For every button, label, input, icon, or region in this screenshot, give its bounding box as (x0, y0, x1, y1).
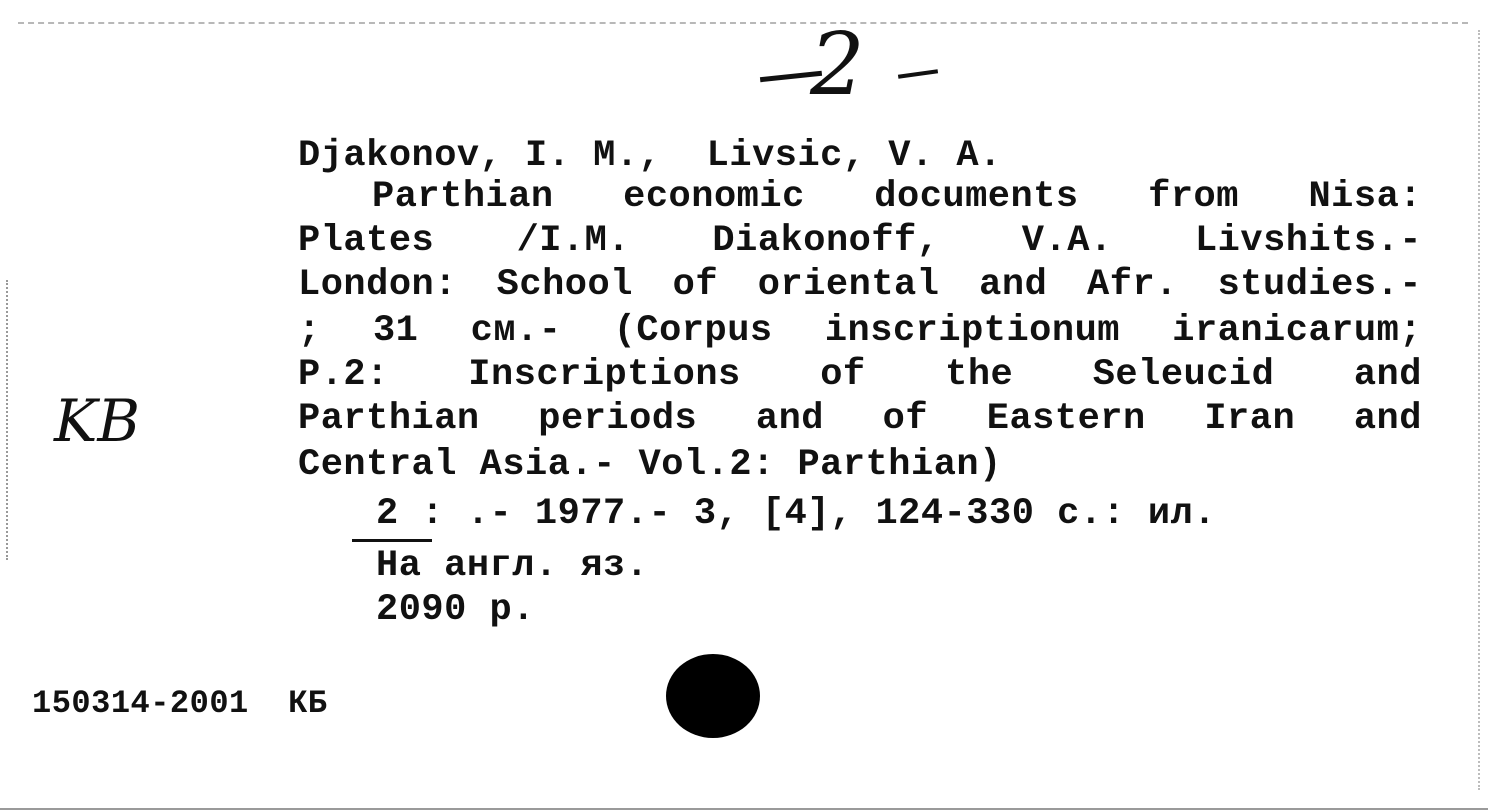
title-word: and (1353, 354, 1422, 396)
title-word: /I.M. (516, 220, 631, 262)
title-word: inscriptionum (824, 310, 1120, 352)
page-number-dash-right (898, 69, 938, 79)
title-line-2 (298, 220, 1422, 262)
title-word: School (496, 264, 633, 306)
title-line-5 (298, 354, 1422, 396)
title-word: см.- (470, 310, 562, 352)
volume-underline (352, 539, 432, 542)
title-word: studies.- (1217, 264, 1422, 306)
title-word: the (945, 354, 1014, 396)
title-word: and (979, 264, 1048, 306)
title-line-4 (298, 310, 1422, 352)
title-line-1 (372, 176, 1422, 218)
title-line-6 (298, 398, 1422, 440)
volume-imprint-line: 2 : .- 1977.- 3, [4], 124-330 с.: ил. (376, 493, 1217, 535)
title-word: Plates (298, 220, 435, 262)
title-word: and (755, 398, 825, 440)
title-word: Parthian (372, 176, 554, 218)
title-word: of (672, 264, 719, 306)
title-word: London: (298, 264, 457, 306)
card-left-edge (6, 280, 8, 560)
title-word: Nisa: (1308, 176, 1422, 218)
title-word: Livshits.- (1194, 220, 1422, 262)
title-word: Eastern (986, 398, 1146, 440)
title-word: Iran (1204, 398, 1296, 440)
handwritten-collection-mark: KB (54, 387, 140, 455)
title-word: economic (623, 176, 805, 218)
title-word: periods (538, 398, 698, 440)
title-word: V.A. (1021, 220, 1113, 262)
punch-hole (666, 654, 760, 738)
title-word: and (1353, 398, 1422, 440)
card-bottom-edge (0, 808, 1488, 810)
title-word: oriental (757, 264, 940, 306)
language-note: На англ. яз. (376, 545, 649, 587)
title-word: ; (298, 310, 321, 352)
card-top-edge (18, 22, 1468, 24)
title-line-7: Central Asia.- Vol.2: Parthian) (298, 444, 1002, 486)
card-right-edge (1478, 30, 1480, 790)
title-word: 31 (372, 310, 419, 352)
inventory-number: 150314-2001 КБ (32, 685, 328, 722)
handwritten-page-number: 2 (810, 15, 865, 115)
title-word: iranicarum; (1172, 310, 1422, 352)
title-word: from (1148, 176, 1239, 218)
title-word: Parthian (298, 398, 480, 440)
title-word: of (820, 354, 866, 396)
title-word: documents (874, 176, 1079, 218)
title-word: P.2: (298, 354, 389, 396)
title-word: Diakonoff, (712, 220, 940, 262)
author-heading: Djakonov, I. M., Livsic, V. A. (298, 135, 1002, 177)
title-word: (Corpus (613, 310, 773, 352)
title-word: Inscriptions (468, 354, 741, 396)
price: 2090 р. (376, 589, 535, 631)
title-word: of (882, 398, 929, 440)
title-word: Afr. (1087, 264, 1178, 306)
title-word: Seleucid (1092, 354, 1275, 396)
title-line-3 (298, 264, 1422, 306)
